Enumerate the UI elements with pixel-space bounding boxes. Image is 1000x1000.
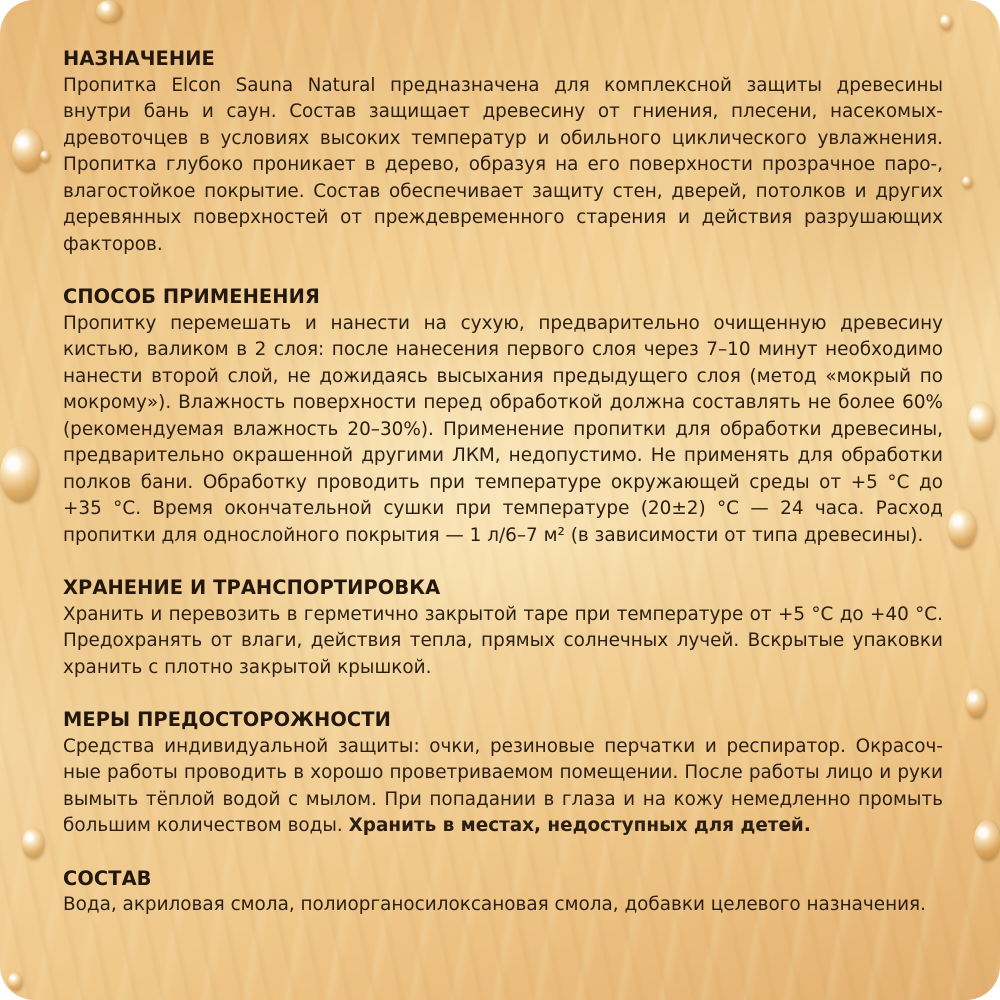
section-application (63, 284, 943, 549)
water-drop-decoration (966, 688, 986, 718)
water-drop-decoration (940, 14, 952, 30)
section-heading: СОСТАВ (63, 866, 152, 890)
section-text: Пропитка Elcon Sauna Natural предназначена для комплексной защиты древесины внутри бань и саун. Состав защищает древесину от гниения, плесени, насекомых-древоточцев в условиях высоких температур и обильного циклического увлажнения. Пропитка глубоко проникает в дерево, образуя на его поверхности прозрачное паро-, влагостойкое покрытие. Состав обеспечивает защиту стен, дверей, потолков и других деревянных поверхностей от преждевременного старения и действия разрушающих факторов. (63, 74, 943, 255)
water-drop-decoration (12, 128, 42, 172)
section-heading: СПОСОБ ПРИМЕНЕНИЯ (63, 285, 320, 308)
section-text: Средства индивидуальной защиты: очки, резиновые перчатки и респиратор. Окрасочные работы проводить в хорошо проветриваемом помещении. После работы лицо и руки вымыть тёплой водой с мылом. При попадании в глаза и на кожу немедленно промыть большим количеством воды. (63, 735, 943, 836)
water-drop-decoration (968, 402, 994, 440)
section-storage (63, 575, 943, 681)
water-drop-decoration (40, 150, 50, 162)
water-drop-decoration (8, 972, 22, 990)
water-drop-decoration (948, 508, 976, 548)
water-drop-decoration (974, 820, 1000, 860)
section-purpose (63, 46, 943, 258)
water-drop-decoration (962, 176, 972, 188)
section-heading: МЕРЫ ПРЕДОСТОРОЖНОСТИ (63, 708, 391, 731)
section-text: Пропитку перемешать и нанести на сухую, предварительно очищенную древесину кистью, валиком в 2 слоя: после нанесения первого слоя через 7–10 минут необходимо нанести второй слой, не дожидаясь высыхания предыдущего слоя (метод «мокрый по мокрому»). Влажность поверхности перед обработкой должна составлять не более 60% (рекомендуемая влажность 20–30%). Применение пропитки для обработки древесины, предварительно окрашенной другими ЛКМ, недопустимо. Не применять для обработки полков бани. Обработку проводить при температуре окружающей среды от +5 °С до +35 °С. Время окончательной сушки при температуре (20±2) °С — 24 часа. Расход пропитки для однослойного покрытия — 1 л/6–7 м² (в зависимости от типа древесины). (63, 312, 943, 546)
water-drop-decoration (96, 0, 122, 22)
section-precautions (63, 707, 943, 840)
section-heading: НАЗНАЧЕНИЕ (63, 47, 215, 70)
product-description (63, 46, 943, 945)
section-heading: ХРАНЕНИЕ И ТРАНСПОРТИРОВКА (63, 576, 441, 599)
section-composition (63, 866, 943, 919)
water-drop-decoration (22, 828, 44, 858)
section-text: Хранить и перевозить в герметично закрытой таре при температуре от +5 °С до +40 °С. Предохранять от влаги, действия тепла, прямых солнечных лучей. Вскрытые упаковки хранить с плотно закрытой крышкой. (63, 603, 943, 678)
section-text-block (63, 734, 943, 840)
child-safety-warning: Хранить в местах, недоступных для детей. (348, 815, 811, 836)
section-text: Вода, акриловая смола, полиорганосилоксановая смола, добавки целевого назначения. (63, 894, 926, 915)
water-drop-decoration (0, 446, 38, 502)
